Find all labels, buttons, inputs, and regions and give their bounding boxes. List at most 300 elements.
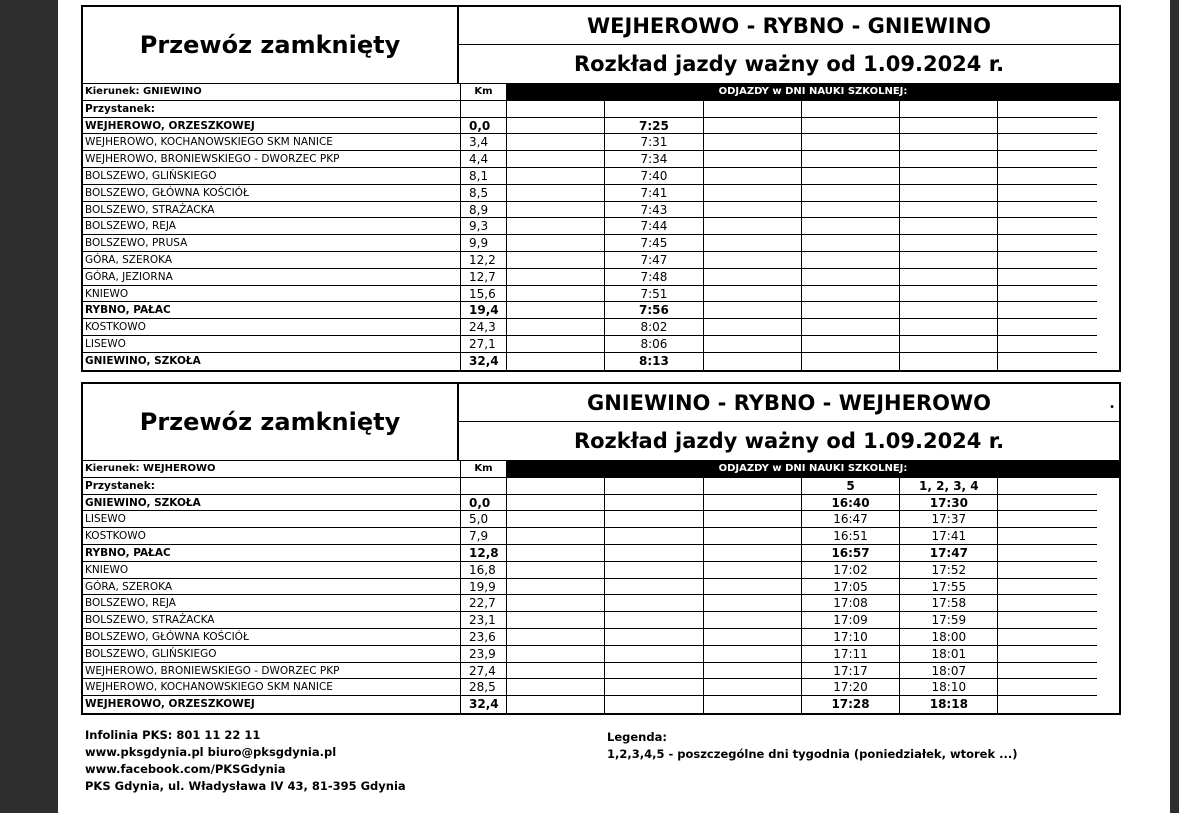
departure-time: [802, 269, 900, 286]
departure-time: 17:37: [900, 511, 998, 528]
departure-time: [704, 118, 802, 135]
departure-time: [900, 185, 998, 202]
departure-time: 17:58: [900, 595, 998, 612]
departure-time: [900, 336, 998, 353]
timetable-to-gniewino: [81, 5, 1121, 372]
stop-header-row: [83, 101, 1119, 118]
departure-time: [998, 562, 1097, 579]
departure-time: [802, 235, 900, 252]
departure-time: [704, 595, 802, 612]
stop-km: 12,7: [461, 269, 507, 286]
timetable-header: [83, 384, 1119, 461]
departure-time: [900, 168, 998, 185]
stop-name: RYBNO, PAŁAC: [83, 545, 461, 562]
table-row: [83, 235, 1119, 252]
departure-time: 7:56: [605, 302, 703, 319]
departure-time: [507, 353, 605, 370]
departure-time: [998, 696, 1097, 713]
contact-info: [85, 727, 406, 795]
stop-rows: [83, 495, 1119, 713]
stop-km: 4,4: [461, 151, 507, 168]
departure-time: [605, 595, 703, 612]
departure-time: 7:48: [605, 269, 703, 286]
departure-time: [605, 511, 703, 528]
route-title: WEJHEROWO - RYBNO - GNIEWINO: [459, 7, 1119, 45]
table-row: [83, 511, 1119, 528]
departure-time: [704, 646, 802, 663]
day-cell: [605, 478, 703, 495]
departure-time: [507, 302, 605, 319]
day-cell: [507, 101, 605, 118]
km-cell: [461, 478, 507, 495]
departure-time: [704, 663, 802, 680]
stop-km: 0,0: [461, 495, 507, 512]
departure-time: [998, 646, 1097, 663]
day-cell: [900, 101, 998, 118]
departure-time: [507, 252, 605, 269]
departure-time: [704, 696, 802, 713]
departure-time: [507, 629, 605, 646]
stop-km: 9,3: [461, 218, 507, 235]
departure-time: [605, 663, 703, 680]
departure-time: [900, 252, 998, 269]
table-row: [83, 612, 1119, 629]
departure-time: [998, 302, 1097, 319]
departure-time: [507, 696, 605, 713]
day-cell: [998, 478, 1097, 495]
departure-time: [802, 185, 900, 202]
table-row: [83, 336, 1119, 353]
day-cell: [507, 478, 605, 495]
day-cell: [704, 478, 802, 495]
departure-time: [998, 269, 1097, 286]
departure-time: [998, 202, 1097, 219]
departure-time: [507, 218, 605, 235]
departure-time: 17:55: [900, 579, 998, 596]
stop-km: 32,4: [461, 696, 507, 713]
stop-km: 0,0: [461, 118, 507, 135]
departure-time: 7:45: [605, 235, 703, 252]
departure-time: [507, 118, 605, 135]
departure-time: [802, 252, 900, 269]
departure-time: 7:44: [605, 218, 703, 235]
departure-time: [900, 302, 998, 319]
day-cell: [704, 101, 802, 118]
stop-name: WEJHEROWO, BRONIEWSKIEGO - DWORZEC PKP: [83, 151, 461, 168]
stop-name: WEJHEROWO, KOCHANOWSKIEGO SKM NANICE: [83, 134, 461, 151]
departure-time: [802, 218, 900, 235]
departure-time: [605, 528, 703, 545]
timetable-to-wejherowo: [81, 382, 1121, 715]
stop-km: 3,4: [461, 134, 507, 151]
departure-time: [900, 118, 998, 135]
departure-time: [998, 319, 1097, 336]
stop-km: 5,0: [461, 511, 507, 528]
departure-time: [605, 612, 703, 629]
table-row: [83, 218, 1119, 235]
departure-time: [998, 579, 1097, 596]
stop-km: 8,5: [461, 185, 507, 202]
departure-time: [802, 168, 900, 185]
departure-time: [704, 269, 802, 286]
day-cell: 1, 2, 3, 4: [900, 478, 998, 495]
stop-name: KNIEWO: [83, 286, 461, 303]
stop-km: 9,9: [461, 235, 507, 252]
stop-name: BOLSZEWO, REJA: [83, 595, 461, 612]
departure-time: [998, 495, 1097, 512]
legend: [607, 729, 1017, 763]
departure-time: [605, 679, 703, 696]
stop-km: 12,2: [461, 252, 507, 269]
timetable-header: [83, 7, 1119, 84]
departure-time: 7:51: [605, 286, 703, 303]
stop-km: 24,3: [461, 319, 507, 336]
stop-name: BOLSZEWO, GLIŃSKIEGO: [83, 646, 461, 663]
stop-name: BOLSZEWO, GŁÓWNA KOŚCIÓŁ: [83, 629, 461, 646]
departure-time: [605, 696, 703, 713]
departure-time: [704, 302, 802, 319]
departure-time: 17:17: [802, 663, 900, 680]
stop-name: GNIEWINO, SZKOŁA: [83, 495, 461, 512]
departure-time: [507, 202, 605, 219]
legend-title: Legenda:: [607, 730, 667, 744]
table-row: [83, 663, 1119, 680]
stop-km: 19,9: [461, 579, 507, 596]
table-row: [83, 252, 1119, 269]
departure-time: [704, 185, 802, 202]
departure-time: [900, 202, 998, 219]
stop-km: 12,8: [461, 545, 507, 562]
departure-time: [998, 663, 1097, 680]
stop-name: BOLSZEWO, STRAŻACKA: [83, 612, 461, 629]
departure-time: [507, 579, 605, 596]
stop-name: GÓRA, SZEROKA: [83, 252, 461, 269]
departure-time: [998, 528, 1097, 545]
departure-time: [704, 286, 802, 303]
day-cell: [605, 101, 703, 118]
stop-name: GÓRA, SZEROKA: [83, 579, 461, 596]
table-row: [83, 679, 1119, 696]
departure-time: [998, 336, 1097, 353]
departure-time: [507, 168, 605, 185]
departure-time: [704, 336, 802, 353]
stop-km: 15,6: [461, 286, 507, 303]
departure-time: [802, 302, 900, 319]
direction-row: [83, 84, 1119, 101]
departure-time: [704, 218, 802, 235]
departure-time: [704, 579, 802, 596]
departure-time: [998, 286, 1097, 303]
departure-time: 17:08: [802, 595, 900, 612]
stop-header-row: [83, 478, 1119, 495]
departure-time: [507, 528, 605, 545]
departure-time: 17:05: [802, 579, 900, 596]
departure-time: [507, 134, 605, 151]
departure-time: [507, 235, 605, 252]
departure-time: 17:52: [900, 562, 998, 579]
table-row: [83, 528, 1119, 545]
departure-time: [900, 134, 998, 151]
departure-time: [704, 528, 802, 545]
departure-time: 17:02: [802, 562, 900, 579]
departure-time: [900, 269, 998, 286]
departure-time: [605, 495, 703, 512]
departure-time: [802, 118, 900, 135]
departure-time: [998, 612, 1097, 629]
stop-name: BOLSZEWO, STRAŻACKA: [83, 202, 461, 219]
departure-time: 7:41: [605, 185, 703, 202]
table-row: [83, 495, 1119, 512]
departure-time: 17:11: [802, 646, 900, 663]
departure-time: 7:31: [605, 134, 703, 151]
departure-time: 7:43: [605, 202, 703, 219]
table-row: [83, 579, 1119, 596]
departure-time: [802, 336, 900, 353]
departure-time: [507, 151, 605, 168]
departure-time: 7:40: [605, 168, 703, 185]
stop-name: LISEWO: [83, 511, 461, 528]
departure-time: 18:07: [900, 663, 998, 680]
departure-time: 17:09: [802, 612, 900, 629]
departure-time: [998, 151, 1097, 168]
day-cell: [998, 101, 1097, 118]
departure-time: 17:59: [900, 612, 998, 629]
departure-time: 18:10: [900, 679, 998, 696]
stop-name: KOSTKOWO: [83, 319, 461, 336]
validity-text: Rozkład jazdy ważny od 1.09.2024 r.: [573, 429, 1005, 453]
table-row: [83, 151, 1119, 168]
stop-km: 23,1: [461, 612, 507, 629]
km-header: Km: [461, 84, 507, 101]
stop-km: 7,9: [461, 528, 507, 545]
legend-text: 1,2,3,4,5 - poszczególne dni tygodnia (poniedziałek, wtorek ...): [607, 747, 1018, 761]
km-cell: [461, 101, 507, 118]
departure-time: [704, 629, 802, 646]
departure-time: [605, 646, 703, 663]
stop-name: BOLSZEWO, PRUSA: [83, 235, 461, 252]
stop-name: WEJHEROWO, KOCHANOWSKIEGO SKM NANICE: [83, 679, 461, 696]
departure-time: 8:02: [605, 319, 703, 336]
stop-km: 22,7: [461, 595, 507, 612]
departure-time: 17:10: [802, 629, 900, 646]
stop-name: RYBNO, PAŁAC: [83, 302, 461, 319]
departure-time: [704, 545, 802, 562]
website-email-text: www.pksgdynia.pl biuro@pksgdynia.pl: [85, 745, 337, 759]
table-row: [83, 629, 1119, 646]
departure-time: [507, 646, 605, 663]
hotline-text: Infolinia PKS: 801 11 22 11: [85, 728, 261, 742]
departure-time: [507, 663, 605, 680]
departure-time: 17:20: [802, 679, 900, 696]
departure-time: [802, 151, 900, 168]
departure-time: [998, 252, 1097, 269]
stop-km: 19,4: [461, 302, 507, 319]
table-row: [83, 545, 1119, 562]
table-row: [83, 646, 1119, 663]
departure-time: [507, 562, 605, 579]
day-cell: [802, 101, 900, 118]
departure-time: [998, 595, 1097, 612]
departure-time: [704, 202, 802, 219]
stop-km: 32,4: [461, 353, 507, 370]
departure-time: [605, 629, 703, 646]
departure-time: 7:34: [605, 151, 703, 168]
departure-time: [802, 319, 900, 336]
departure-time: 8:06: [605, 336, 703, 353]
departure-time: [998, 218, 1097, 235]
table-row: [83, 353, 1119, 370]
direction-row: [83, 461, 1119, 478]
stop-km: 27,1: [461, 336, 507, 353]
departure-time: [704, 151, 802, 168]
departure-time: [900, 353, 998, 370]
departure-time: [507, 511, 605, 528]
table-row: [83, 696, 1119, 713]
departure-time: 17:41: [900, 528, 998, 545]
km-header: Km: [461, 461, 507, 478]
departure-time: [507, 679, 605, 696]
departure-time: [704, 319, 802, 336]
departure-time: [998, 168, 1097, 185]
departure-time: [704, 134, 802, 151]
departure-time: [507, 336, 605, 353]
departure-time: [802, 353, 900, 370]
stop-km: 23,9: [461, 646, 507, 663]
stop-km: 16,8: [461, 562, 507, 579]
table-row: [83, 202, 1119, 219]
departure-time: [507, 185, 605, 202]
departure-time: [802, 202, 900, 219]
address-text: PKS Gdynia, ul. Władysława IV 43, 81-395 Gdynia: [85, 779, 406, 793]
departure-time: [998, 118, 1097, 135]
departure-time: [507, 595, 605, 612]
table-row: [83, 302, 1119, 319]
departure-time: [507, 495, 605, 512]
table-row: [83, 134, 1119, 151]
departures-header: ODJAZDY w DNI NAUKI SZKOLNEJ:: [507, 84, 1119, 101]
departure-time: 18:01: [900, 646, 998, 663]
closed-transport-label: Przewóz zamknięty: [83, 7, 459, 83]
departure-time: [507, 269, 605, 286]
departure-time: [900, 319, 998, 336]
departure-time: [704, 679, 802, 696]
departure-time: 16:40: [802, 495, 900, 512]
departure-time: [998, 679, 1097, 696]
departure-time: [704, 252, 802, 269]
departure-time: 7:47: [605, 252, 703, 269]
stop-name: WEJHEROWO, ORZESZKOWEJ: [83, 118, 461, 135]
departure-time: [802, 286, 900, 303]
stop-km: 8,9: [461, 202, 507, 219]
departure-time: [605, 545, 703, 562]
table-row: [83, 562, 1119, 579]
stray-dot: •: [1109, 402, 1115, 413]
stop-km: 23,6: [461, 629, 507, 646]
day-cell: 5: [802, 478, 900, 495]
stop-km: 28,5: [461, 679, 507, 696]
departure-time: [704, 235, 802, 252]
table-row: [83, 319, 1119, 336]
departure-time: [998, 545, 1097, 562]
departure-time: [998, 511, 1097, 528]
stop-name: LISEWO: [83, 336, 461, 353]
table-row: [83, 595, 1119, 612]
facebook-text: www.facebook.com/PKSGdynia: [85, 762, 286, 776]
table-row: [83, 118, 1119, 135]
departure-time: [704, 168, 802, 185]
departure-time: 7:25: [605, 118, 703, 135]
departures-header: ODJAZDY w DNI NAUKI SZKOLNEJ:: [507, 461, 1119, 478]
departure-time: [998, 134, 1097, 151]
departure-time: 18:00: [900, 629, 998, 646]
closed-transport-label: Przewóz zamknięty: [83, 384, 459, 460]
stop-km: 8,1: [461, 168, 507, 185]
stop-name: WEJHEROWO, BRONIEWSKIEGO - DWORZEC PKP: [83, 663, 461, 680]
stop-km: 27,4: [461, 663, 507, 680]
stop-name: GNIEWINO, SZKOŁA: [83, 353, 461, 370]
stop-name: BOLSZEWO, GŁÓWNA KOŚCIÓŁ: [83, 185, 461, 202]
stop-name: GÓRA, JEZIORNA: [83, 269, 461, 286]
departure-time: [704, 612, 802, 629]
departure-time: [507, 286, 605, 303]
departure-time: 17:47: [900, 545, 998, 562]
departure-time: 16:51: [802, 528, 900, 545]
departure-time: [900, 151, 998, 168]
stop-name: BOLSZEWO, REJA: [83, 218, 461, 235]
departure-time: [605, 579, 703, 596]
validity-text: Rozkład jazdy ważny od 1.09.2024 r.: [573, 52, 1005, 76]
stop-header: Przystanek:: [83, 478, 461, 495]
stop-name: KOSTKOWO: [83, 528, 461, 545]
departure-time: [507, 612, 605, 629]
departure-time: [704, 495, 802, 512]
departure-time: 16:57: [802, 545, 900, 562]
departure-time: [704, 562, 802, 579]
stop-name: KNIEWO: [83, 562, 461, 579]
direction-label: Kierunek: WEJHEROWO: [83, 461, 461, 478]
departure-time: 17:28: [802, 696, 900, 713]
direction-label: Kierunek: GNIEWINO: [83, 84, 461, 101]
departure-time: [605, 562, 703, 579]
departure-time: 16:47: [802, 511, 900, 528]
departure-time: [704, 511, 802, 528]
departure-time: [900, 218, 998, 235]
departure-time: [998, 185, 1097, 202]
timetable-page: [58, 0, 1170, 813]
stop-header: Przystanek:: [83, 101, 461, 118]
table-row: [83, 185, 1119, 202]
stop-name: WEJHEROWO, ORZESZKOWEJ: [83, 696, 461, 713]
stop-rows: [83, 118, 1119, 370]
departure-time: 18:18: [900, 696, 998, 713]
departure-time: [998, 235, 1097, 252]
departure-time: [998, 353, 1097, 370]
table-row: [83, 269, 1119, 286]
departure-time: [900, 286, 998, 303]
departure-time: [704, 353, 802, 370]
table-row: [83, 168, 1119, 185]
departure-time: [507, 319, 605, 336]
departure-time: 8:13: [605, 353, 703, 370]
table-row: [83, 286, 1119, 303]
route-title: GNIEWINO - RYBNO - WEJHEROWO: [459, 384, 1119, 422]
departure-time: 17:30: [900, 495, 998, 512]
departure-time: [998, 629, 1097, 646]
departure-time: [900, 235, 998, 252]
departure-time: [507, 545, 605, 562]
departure-time: [802, 134, 900, 151]
stop-name: BOLSZEWO, GLIŃSKIEGO: [83, 168, 461, 185]
